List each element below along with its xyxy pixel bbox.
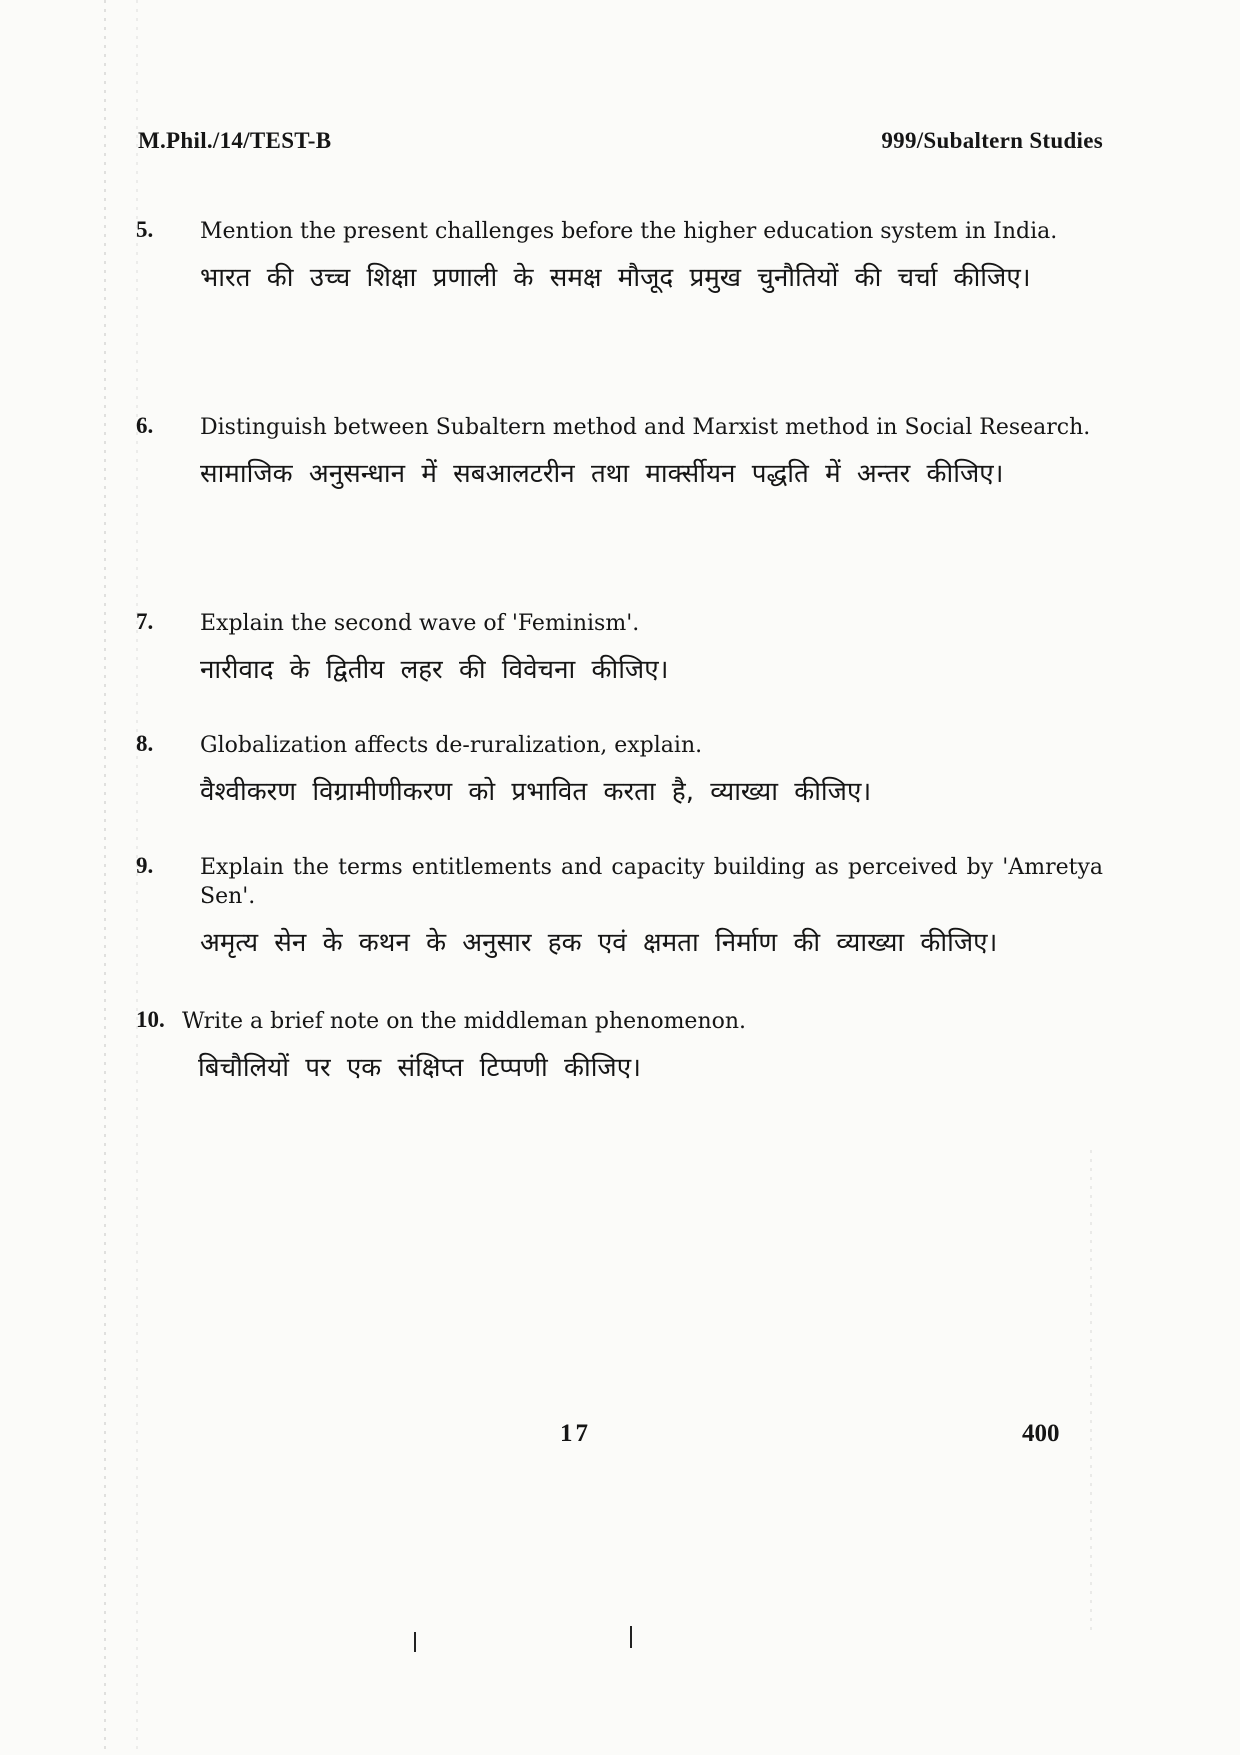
question-text-hindi: सामाजिक अनुसन्धान में सबआलटरीन तथा मार्क्सीयन पद्धति में अन्तर कीजिए। [200,459,1004,489]
question-5 [136,217,1103,300]
cut-mark [414,1632,416,1652]
subject-title: 999/Subaltern Studies [881,128,1103,153]
question-text-english: Explain the second wave of 'Feminism'. [200,611,640,636]
cut-mark [630,1626,632,1648]
question-8 [136,731,1103,814]
question-number: 6. [136,413,154,438]
question-number: 8. [136,731,154,756]
question-text-hindi: वैश्वीकरण विग्रामीणीकरण को प्रभावित करता है, व्याख्या कीजिए। [200,777,872,807]
scan-edge-mark [104,0,106,1755]
page-number: 17 [560,1420,591,1447]
question-6 [136,413,1103,496]
question-7 [136,609,1103,692]
question-text-english: Explain the terms entitlements and capacity building as perceived by 'Amretya Sen'. [200,855,1103,909]
scan-edge-mark [1090,1150,1092,1635]
question-text-hindi: अमृत्य सेन के कथन के अनुसार हक एवं क्षमता निर्माण की व्याख्या कीजिए। [200,928,998,958]
question-text-english: Globalization affects de-ruralization, explain. [200,733,703,758]
copy-count: 400 [1022,1420,1060,1447]
question-text-english: Mention the present challenges before the higher education system in India. [200,219,1058,244]
question-10 [136,1007,1103,1090]
question-number: 9. [136,853,154,878]
question-9 [136,853,1103,965]
question-text-hindi: बिचौलियों पर एक संक्षिप्त टिप्पणी कीजिए। [198,1053,641,1083]
question-text-english: Distinguish between Subaltern method and Marxist method in Social Research. [200,415,1091,440]
question-number: 10. [136,1007,165,1032]
question-text-english: Write a brief note on the middleman phenomenon. [182,1009,747,1034]
question-text-hindi: भारत की उच्च शिक्षा प्रणाली के समक्ष मौजूद प्रमुख चुनौतियों की चर्चा कीजिए। [200,263,1031,293]
page-header [138,128,1103,158]
question-number: 7. [136,609,154,634]
exam-code: M.Phil./14/TEST-B [138,128,332,153]
question-number: 5. [136,217,154,242]
question-text-hindi: नारीवाद के द्वितीय लहर की विवेचना कीजिए। [200,655,669,685]
